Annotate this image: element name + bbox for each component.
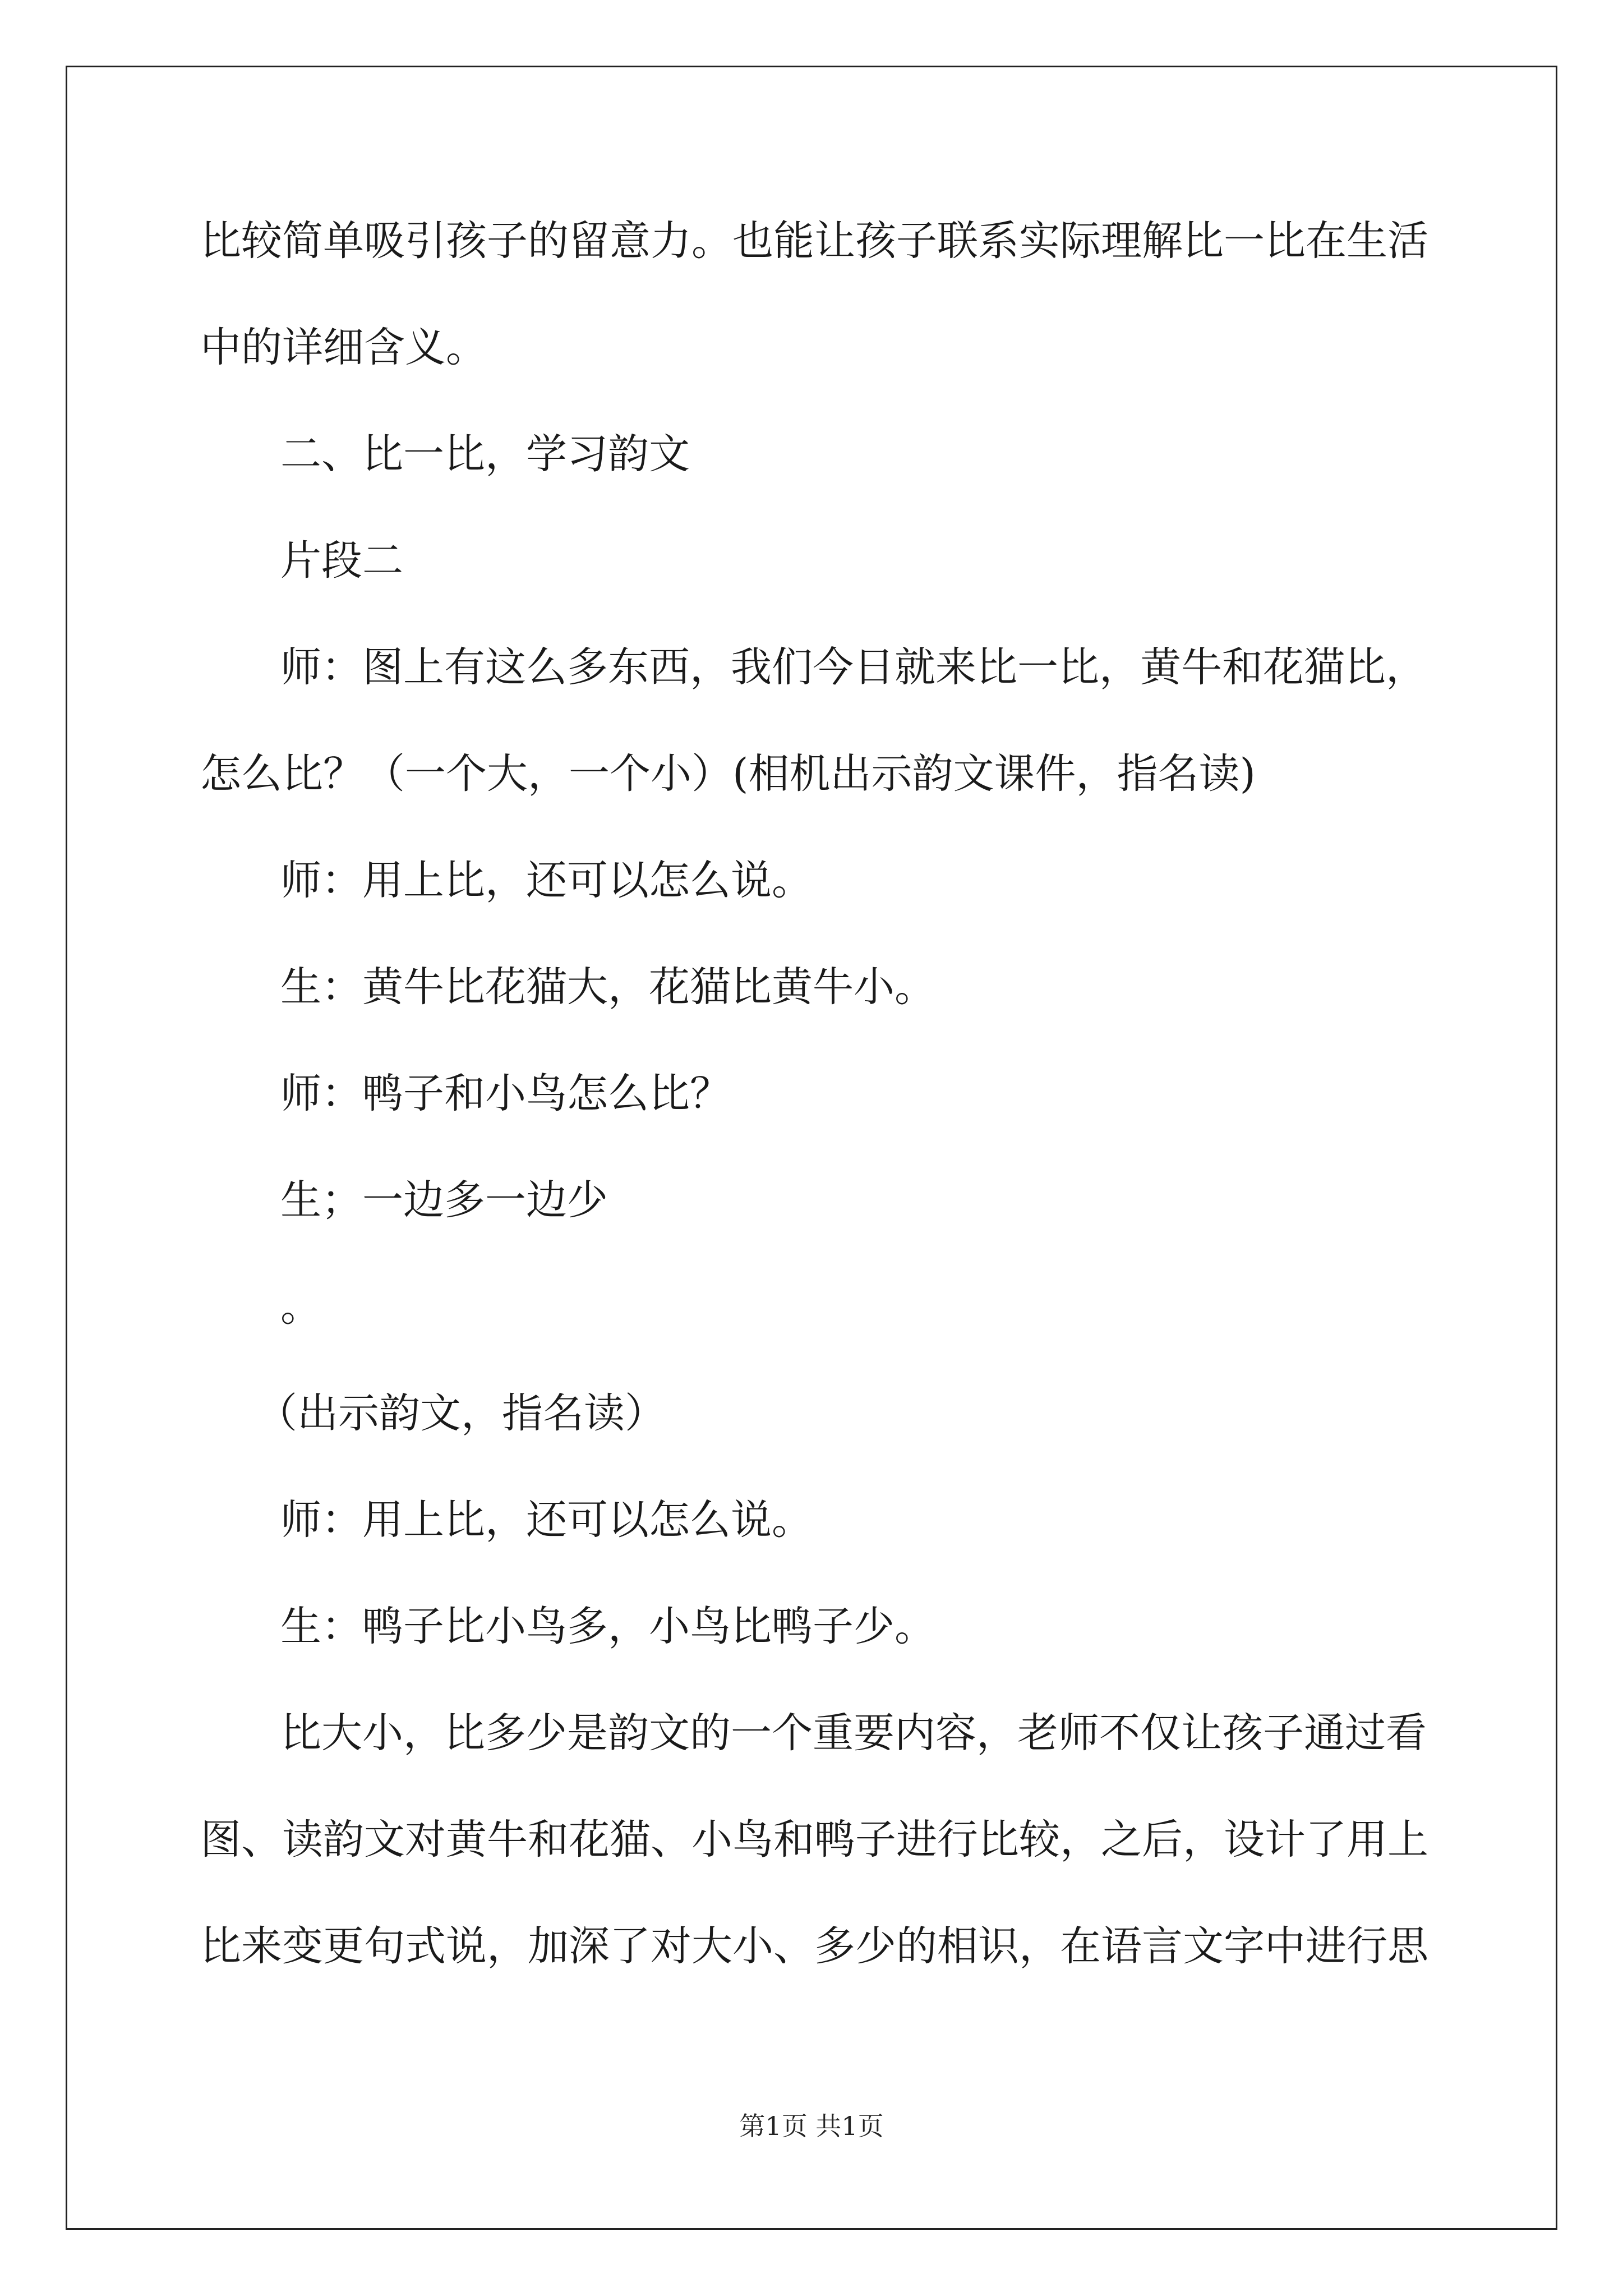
paragraph-line: 师：用上比，还可以怎么说。 xyxy=(280,857,813,904)
paragraph-line: 中的详细含义。 xyxy=(200,324,487,371)
paragraph-line: 怎么比？（一个大，一个小）(相机出示韵文课件，指名读) xyxy=(200,750,1256,798)
paragraph-line: 生：鸭子比小鸟多，小鸟比鸭子少。 xyxy=(280,1603,935,1650)
paragraph-line: 师：鸭子和小鸟怎么比？ xyxy=(280,1070,731,1117)
paragraph-line: 师：图上有这么多东西，我们今日就来比一比，黄牛和花猫比， xyxy=(280,643,1427,691)
subsection-heading: 片段二 xyxy=(280,537,403,585)
paragraph-line: （出示韵文，指名读） xyxy=(256,1389,666,1437)
section-heading: 二、比一比，学习韵文 xyxy=(280,430,690,478)
paragraph-line: 生：黄牛比花猫大，花猫比黄牛小。 xyxy=(280,963,935,1011)
paragraph-line: 比大小，比多少是韵文的一个重要内容，老师不仅让孩子通过看 xyxy=(280,1709,1427,1757)
page-border xyxy=(66,66,1557,2230)
paragraph-line: 。 xyxy=(280,1283,321,1331)
page-footer: 第1页 共1页 xyxy=(739,2111,884,2141)
paragraph-line: 比较简单吸引孩子的留意力。也能让孩子联系实际理解比一比在生活 xyxy=(200,217,1428,265)
paragraph-line: 比来变更句式说，加深了对大小、多少的相识，在语言文字中进行思 xyxy=(200,1922,1428,1970)
paragraph-line: 师：用上比，还可以怎么说。 xyxy=(280,1496,813,1544)
paragraph-line: 图、读韵文对黄牛和花猫、小鸟和鸭子进行比较，之后，设计了用上 xyxy=(200,1816,1428,1864)
paragraph-line: 生；一边多一边少 xyxy=(280,1176,608,1224)
